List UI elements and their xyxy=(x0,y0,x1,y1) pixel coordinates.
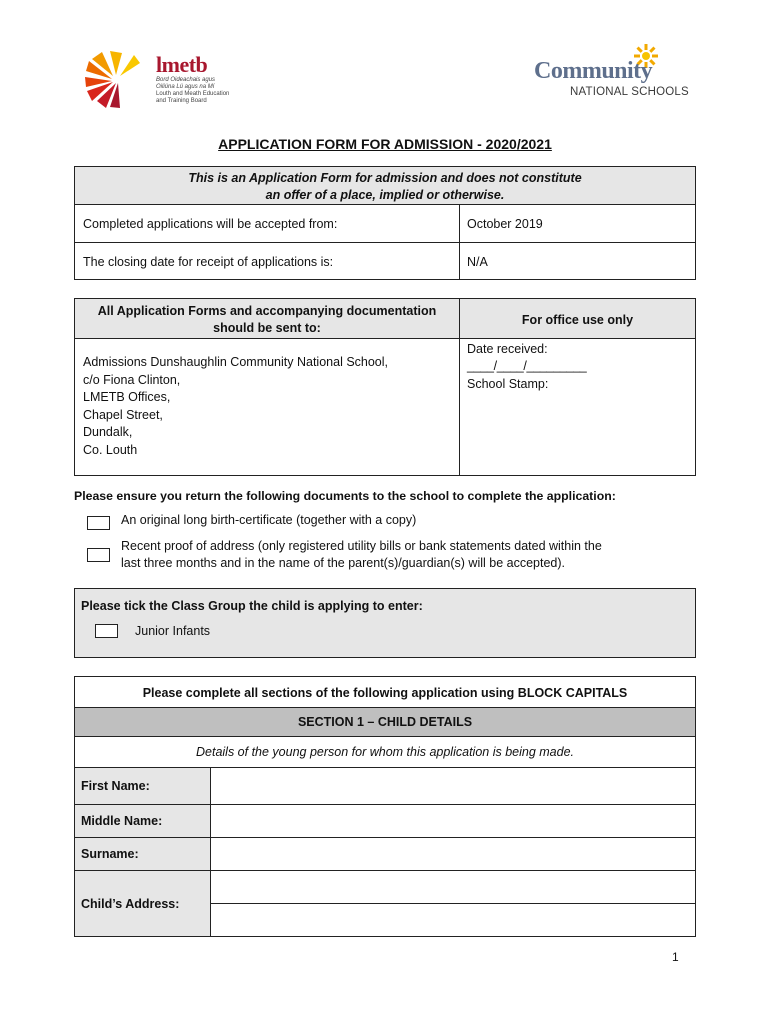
childs-address-field-line-1[interactable] xyxy=(213,872,694,902)
row-divider xyxy=(211,903,695,904)
send-to-table xyxy=(74,298,696,476)
date-received-label: Date received: xyxy=(467,342,548,356)
office-use-heading: For office use only xyxy=(521,313,634,327)
school-address: Admissions Dunshaughlin Community National School, c/o Fiona Clinton, LMETB Offices, Chapel Street, Dundalk, Co. Louth xyxy=(83,355,389,457)
row-divider xyxy=(75,804,695,805)
notice-line-1: This is an Application Form for admission and does not constitute xyxy=(188,171,582,185)
junior-infants-label: Junior Infants xyxy=(135,624,211,638)
surname-label: Surname: xyxy=(81,847,139,861)
send-to-heading-cell xyxy=(75,299,459,339)
junior-infants-checkbox[interactable] xyxy=(95,624,118,638)
row-divider xyxy=(75,242,695,243)
birth-certificate-checkbox[interactable] xyxy=(87,516,110,530)
community-national-schools-logo xyxy=(532,42,692,112)
notice-line-2: an offer of a place, implied or otherwise. xyxy=(265,188,505,202)
notice-banner xyxy=(75,167,695,205)
surname-field[interactable] xyxy=(213,839,694,869)
lmetb-logo-text: Bord Oideachais agus Oiliúna Lú agus na Mí Louth and Meath Education and Training Board xyxy=(156,77,230,104)
cns-logo-top: Community xyxy=(534,58,653,84)
middle-name-label: Middle Name: xyxy=(81,814,163,828)
admission-dates-table xyxy=(74,166,696,280)
section-1-table xyxy=(74,676,696,937)
send-to-heading-line-1: All Application Forms and accompanying documentation xyxy=(97,304,437,318)
send-to-heading-line-2: should be sent to: xyxy=(213,321,321,335)
first-name-field[interactable] xyxy=(213,769,694,803)
section-1-title-bar xyxy=(75,707,695,737)
date-received-field[interactable]: ____/____/_________ xyxy=(467,359,587,373)
class-group-heading: Please tick the Class Group the child is applying to enter: xyxy=(81,599,423,613)
proof-of-address-label-line-1: Recent proof of address (only registered utility bills or bank statements dated within the xyxy=(121,539,602,553)
first-name-label: First Name: xyxy=(81,779,150,793)
section-1-subtitle: Details of the young person for whom this application is being made. xyxy=(196,745,574,759)
section-1-title: SECTION 1 – CHILD DETAILS xyxy=(297,715,473,729)
sunburst-logo-icon xyxy=(80,48,146,110)
column-divider xyxy=(459,299,460,475)
page-number: 1 xyxy=(672,950,679,964)
closing-date-label: The closing date for receipt of applications is: xyxy=(83,255,334,269)
childs-address-label: Child’s Address: xyxy=(81,897,180,911)
school-stamp-label: School Stamp: xyxy=(467,377,549,391)
row-divider xyxy=(75,870,695,871)
childs-address-field-line-2[interactable] xyxy=(213,905,694,935)
page-title: APPLICATION FORM FOR ADMISSION - 2020/2021 xyxy=(218,136,552,152)
proof-of-address-checkbox[interactable] xyxy=(87,548,110,562)
accepted-from-value: October 2019 xyxy=(467,217,543,231)
lmetb-logo-name: lmetb xyxy=(156,52,208,77)
closing-date-value: N/A xyxy=(467,255,488,269)
class-group-box xyxy=(74,588,696,658)
proof-of-address-label-line-2: last three months and in the name of the parent(s)/guardian(s) will be accepted). xyxy=(121,556,565,570)
documents-heading: Please ensure you return the following documents to the school to complete the application: xyxy=(74,489,616,503)
birth-certificate-label: An original long birth-certificate (together with a copy) xyxy=(121,513,417,527)
row-divider xyxy=(211,767,695,768)
middle-name-field[interactable] xyxy=(213,806,694,836)
lmetb-logo xyxy=(80,48,250,110)
block-capitals-instruction: Please complete all sections of the following application using BLOCK CAPITALS xyxy=(142,686,628,700)
accepted-from-label: Completed applications will be accepted from: xyxy=(83,217,338,231)
office-use-heading-cell xyxy=(460,299,695,339)
row-divider xyxy=(75,837,695,838)
cns-logo-bottom: NATIONAL SCHOOLS xyxy=(570,86,689,98)
